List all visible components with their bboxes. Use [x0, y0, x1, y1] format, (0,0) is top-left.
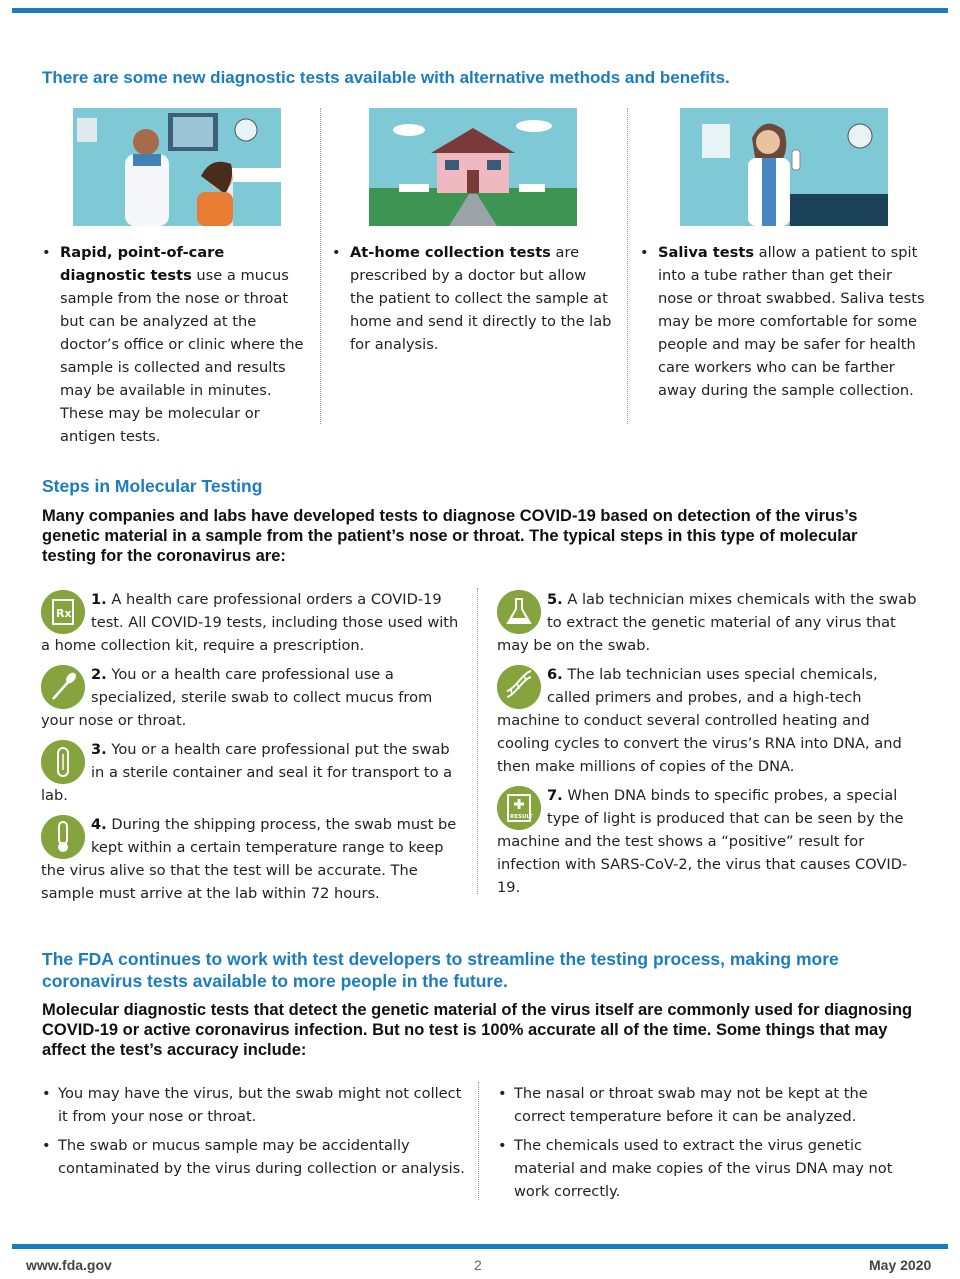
test-column-rapid [42, 108, 304, 445]
list-item: • The swab or mucus sample may be accidentally contaminated by the virus during collection or analysis. [42, 1134, 467, 1180]
house-illustration [369, 108, 577, 226]
footer-site-link[interactable]: www.fda.gov [26, 1257, 112, 1273]
rapid-test-description [42, 241, 304, 448]
result-icon-label: RESULT [510, 814, 533, 820]
top-rule [12, 8, 948, 13]
svg-text:Rx: Rx [56, 607, 72, 620]
at-home-test-text: are prescribed by a doctor but allow the patient to collect the sample at home and send it directly to the lab for analysis. [350, 244, 612, 353]
step-text: You or a health care professional use a specialized, sterile swab to collect mucus from your nose or throat. [41, 666, 433, 729]
list-item: • You may have the virus, but the swab might not collect it from your nose or throat. [42, 1082, 467, 1128]
test-column-saliva [640, 108, 925, 423]
step-text: A health care professional orders a COVID-19 test. All COVID-19 tests, including those used with a home collection kit, require a prescription. [41, 591, 459, 654]
column-divider [478, 1082, 479, 1200]
step-text: You or a health care professional put the swab in a sterile container and seal it for transport to a lab. [41, 741, 453, 804]
footer-date: May 2020 [869, 1257, 932, 1273]
column-divider [627, 108, 628, 424]
steps-column-right [497, 588, 922, 905]
step-text: A lab technician mixes chemicals with the swab to extract the genetic material of any virus that may be on the swab. [497, 591, 917, 654]
accuracy-column-left [42, 1082, 467, 1186]
step-item [41, 738, 466, 807]
thermometer-icon [41, 815, 85, 859]
rapid-test-term: Rapid, point-of-care diagnostic tests [60, 244, 225, 284]
bullet-icon: • [42, 244, 51, 261]
bullet-icon: • [640, 244, 649, 261]
step-number: 6. [547, 666, 563, 683]
page-number: 2 [474, 1257, 482, 1273]
step-number: 2. [91, 666, 107, 683]
steps-column-left [41, 588, 466, 911]
step-number: 3. [91, 741, 107, 758]
prescription-icon [41, 590, 85, 634]
accuracy-intro: Molecular diagnostic tests that detect the genetic material of the virus itself are commonly used for diagnosing COVID-19 or active coronavirus infection. But no test is 100% accurate all of the time. Some things that may affect the test’s accuracy include: [42, 1001, 913, 1059]
swab-icon [41, 665, 85, 709]
step-item [497, 784, 922, 899]
accuracy-column-right [498, 1082, 923, 1209]
clinic-illustration [73, 108, 281, 226]
column-divider [477, 588, 478, 894]
bullet-icon: • [332, 244, 341, 261]
steps-intro: Many companies and labs have developed tests to diagnose COVID-19 based on detection of the virus’s genetic material in a sample from the patient’s nose or throat. The typical steps in this type of molecular testing for the coronavirus are: [42, 507, 858, 565]
saliva-test-text: allow a patient to spit into a tube rather than get their nose or throat swabbed. Saliva tests may be more comfortable for some people and may be safer for health care workers who can be farther away during the sample collection. [658, 244, 925, 399]
list-item: • The chemicals used to extract the virus genetic material and make copies of the virus DNA may not work correctly. [498, 1134, 923, 1203]
at-home-test-description [332, 241, 612, 356]
step-item [41, 813, 466, 905]
test-column-at-home [332, 108, 612, 423]
lab-worker-illustration [680, 108, 888, 226]
column-divider [320, 108, 321, 424]
rapid-test-text: use a mucus sample from the nose or throat but can be analyzed at the doctor’s office or clinic where the sample is collected and results may be available in minutes. These may be molecular or antigen tests. [60, 267, 304, 445]
step-text: The lab technician uses special chemicals, called primers and probes, and a high-tech machine to conduct several controlled heating and cooling cycles to convert the virus’s RNA into DNA, and then make millions of copies of the DNA. [497, 666, 902, 775]
bottom-rule [12, 1244, 948, 1249]
dna-icon [497, 665, 541, 709]
step-number: 4. [91, 816, 107, 833]
step-number: 7. [547, 787, 563, 804]
result-icon [497, 786, 541, 830]
list-item: • The nasal or throat swab may not be kept at the correct temperature before it can be analyzed. [498, 1082, 923, 1128]
step-item [41, 588, 466, 657]
flask-icon [497, 590, 541, 634]
at-home-test-term: At-home collection tests [350, 244, 551, 261]
step-item [497, 588, 922, 657]
section-title-steps: Steps in Molecular Testing [42, 476, 263, 496]
step-text: During the shipping process, the swab must be kept within a certain temperature range to keep the virus alive so that the test will be accurate. The sample must arrive at the lab within 72 hours. [41, 816, 457, 902]
saliva-test-description [640, 241, 925, 402]
step-item [41, 663, 466, 732]
saliva-test-term: Saliva tests [658, 244, 755, 261]
section-title-fda: The FDA continues to work with test developers to streamline the testing process, making more coronavirus tests available to more people in the future. [42, 949, 839, 991]
step-number: 5. [547, 591, 563, 608]
step-text: When DNA binds to specific probes, a special type of light is produced that can be seen by the machine and the test shows a “positive” result for infection with SARS-CoV-2, the virus that causes COVID-19. [497, 787, 908, 896]
section-title-tests: There are some new diagnostic tests available with alternative methods and benefits. [42, 68, 730, 87]
test-tube-icon [41, 740, 85, 784]
step-number: 1. [91, 591, 107, 608]
step-item [497, 663, 922, 778]
